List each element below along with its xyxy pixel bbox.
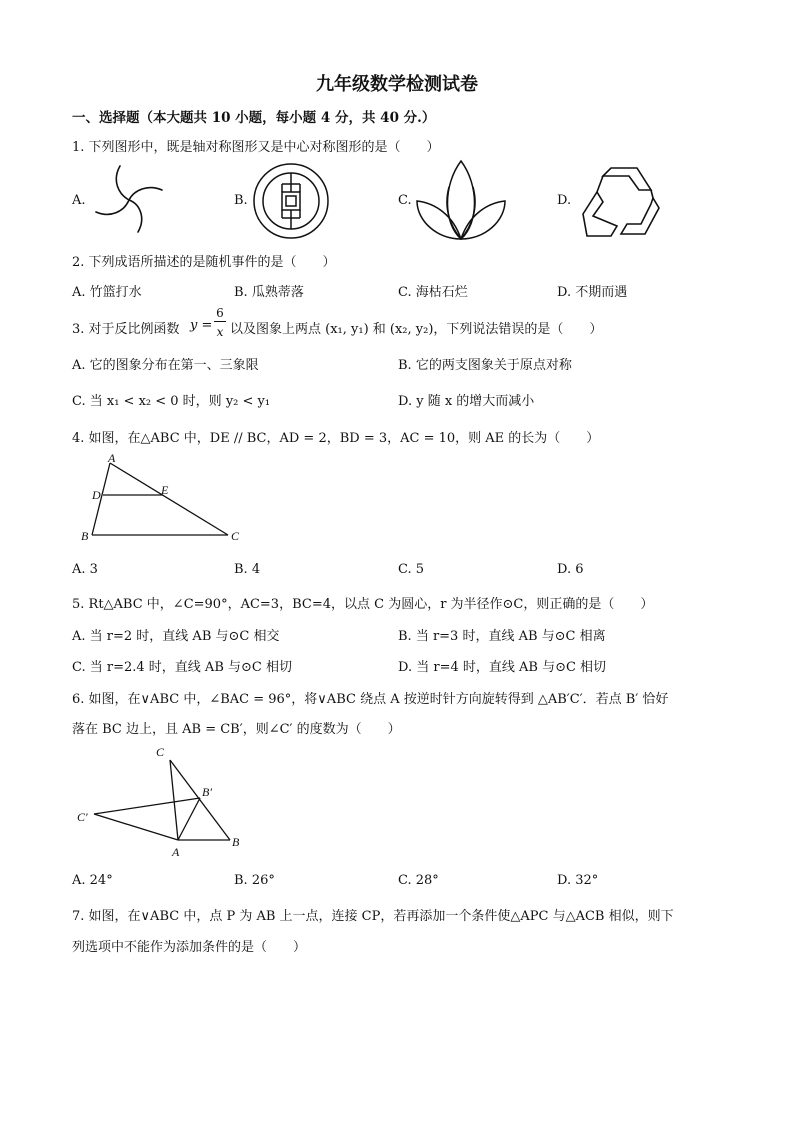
q6-option-c: C. 28° [398,873,439,888]
label-e: E [161,483,169,497]
question-3-stem-start: 3. 对于反比例函数 [72,322,180,337]
q5-option-b: B. 当 r=3 时，直线 AB 与⊙C 相离 [398,629,606,644]
q3-option-b: B. 它的两支图象关于原点对称 [398,358,572,373]
label-d: D [92,488,101,502]
fraction-numerator: 6 [216,306,224,320]
q1-option-c: C. [398,193,412,208]
lotus-icon [413,157,509,243]
section-heading: 一、选择题（本大题共 10 小题，每小题 4 分，共 40 分.） [72,110,436,126]
question-7-stem-line-1: 7. 如图，在∨ABC 中，点 P 为 AB 上一点，连接 CP，若再添加一个条件使△APC 与△ACB 相似，则下 [72,909,674,924]
q2-option-b: B. 瓜熟蒂落 [234,285,304,300]
q6-option-a: A. 24° [72,873,113,888]
label-c: C [156,745,165,759]
q1-option-d: D. [557,193,572,208]
pinwheel-swirl-icon [88,160,170,240]
label-b-prime: B′ [202,785,212,799]
q4-option-c: C. 5 [398,562,425,577]
q5-option-a: A. 当 r=2 时，直线 AB 与⊙C 相交 [72,629,280,644]
question-4-stem: 4. 如图，在△ABC 中，DE // BC，AD = 2，BD = 3，AC = 10，则 AE 的长为（ ） [72,431,600,446]
q2-option-d: D. 不期而遇 [557,285,628,300]
question-7-stem-line-2: 列选项中不能作为添加条件的是（ ） [72,940,307,955]
q2-option-a: A. 竹篮打水 [72,285,142,300]
label-b: B [81,529,89,543]
page-title: 九年级数学检测试卷 [316,74,478,95]
question-6-stem-line-1: 6. 如图，在∨ABC 中，∠BAC = 96°，将∨ABC 绕点 A 按逆时针方向旋转得到 △AB′C′．若点 B′ 恰好 [72,692,669,707]
fraction-denominator: x [216,325,224,339]
ancient-coin-icon [252,162,330,240]
q3-option-d: D. y 随 x 的增大而减小 [398,394,535,409]
fraction-bar [214,321,226,322]
q3-option-a: A. 它的图象分布在第一、三象限 [72,358,259,373]
label-b: B [232,835,240,849]
label-a: A [172,845,180,859]
question-2-stem: 2. 下列成语所描述的是随机事件的是（ ） [72,255,336,270]
q5-option-c: C. 当 r=2.4 时，直线 AB 与⊙C 相切 [72,660,292,675]
q4-triangle-figure [78,452,248,547]
q1-option-b: B. [234,193,248,208]
question-1-stem: 1. 下列图形中，既是轴对称图形又是中心对称图形的是（ ） [72,140,440,155]
q4-option-b: B. 4 [234,562,261,577]
q3-option-c: C. 当 x₁ < x₂ < 0 时，则 y₂ < y₁ [72,394,271,409]
recycle-triangle-icon [581,162,661,242]
label-c-prime: C′ [77,810,88,824]
question-5-stem: 5. Rt△ABC 中，∠C=90°，AC=3，BC=4，以点 C 为圆心，r 为半径作⊙C，则正确的是（ ） [72,597,654,612]
q4-option-a: A. 3 [72,562,98,577]
q5-option-d: D. 当 r=4 时，直线 AB 与⊙C 相切 [398,660,607,675]
q6-rotation-figure [74,742,254,862]
question-6-stem-line-2: 落在 BC 边上，且 AB = CB′，则∠C′ 的度数为（ ） [72,722,401,737]
q6-option-d: D. 32° [557,873,599,888]
q1-option-a: A. [72,193,86,208]
q6-option-b: B. 26° [234,873,275,888]
function-y-label: y = [190,318,213,333]
label-c: C [231,529,240,543]
q2-option-c: C. 海枯石烂 [398,285,468,300]
q4-option-d: D. 6 [557,562,584,577]
label-a: A [108,451,116,465]
question-3-stem-end: 以及图象上两点 (x₁, y₁) 和 (x₂, y₂)，下列说法错误的是（ ） [230,322,603,337]
